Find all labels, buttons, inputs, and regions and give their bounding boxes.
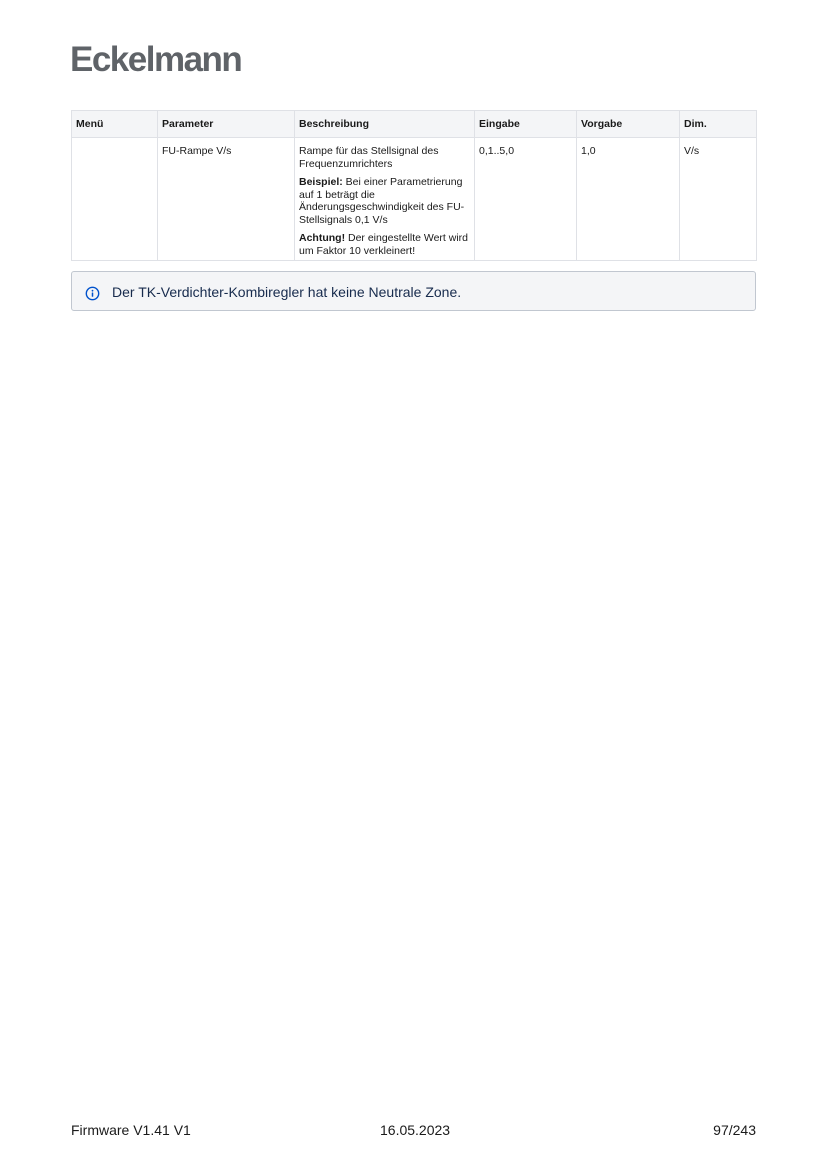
cell-description [295,138,475,261]
table-row [72,138,757,261]
footer-date: 16.05.2023 [380,1122,451,1138]
column-header-parameter: Parameter [158,111,295,138]
column-header-default: Vorgabe [577,111,680,138]
description-text: Rampe für das Stellsignal des Frequenzumrichters [299,145,439,170]
eckelmann-logo: Eckelmann [70,40,242,79]
example-paragraph [299,176,470,226]
warning-text: Der eingestellte Wert wird um Faktor 10 verkleinert! [299,232,469,257]
cell-menu [72,138,158,261]
warning-label: Achtung! [299,232,346,244]
table-header-row [72,111,757,138]
column-header-menu: Menü [72,111,158,138]
note-text: Der TK-Verdichter-Kombiregler hat keine Neutrale Zone. [112,284,462,300]
column-header-description: Beschreibung [295,111,475,138]
example-text: Bei einer Parametrierung auf 1 beträgt die Änderungsgeschwindigkeit des FU-Stellsignals 0,1 V/s [299,176,465,226]
cell-parameter: FU-Rampe V/s [158,138,295,261]
parameter-table [71,110,757,261]
example-label: Beispiel: [299,176,343,188]
column-header-input: Eingabe [475,111,577,138]
info-icon [85,286,100,301]
footer-firmware-version: Firmware V1.41 V1 [71,1122,191,1138]
warning-paragraph [299,232,470,257]
footer-page-number: 97/243 [713,1122,756,1138]
cell-dim: V/s [680,138,757,261]
cell-default: 1,0 [577,138,680,261]
column-header-dim: Dim. [680,111,757,138]
info-note [71,271,756,311]
cell-input: 0,1..5,0 [475,138,577,261]
